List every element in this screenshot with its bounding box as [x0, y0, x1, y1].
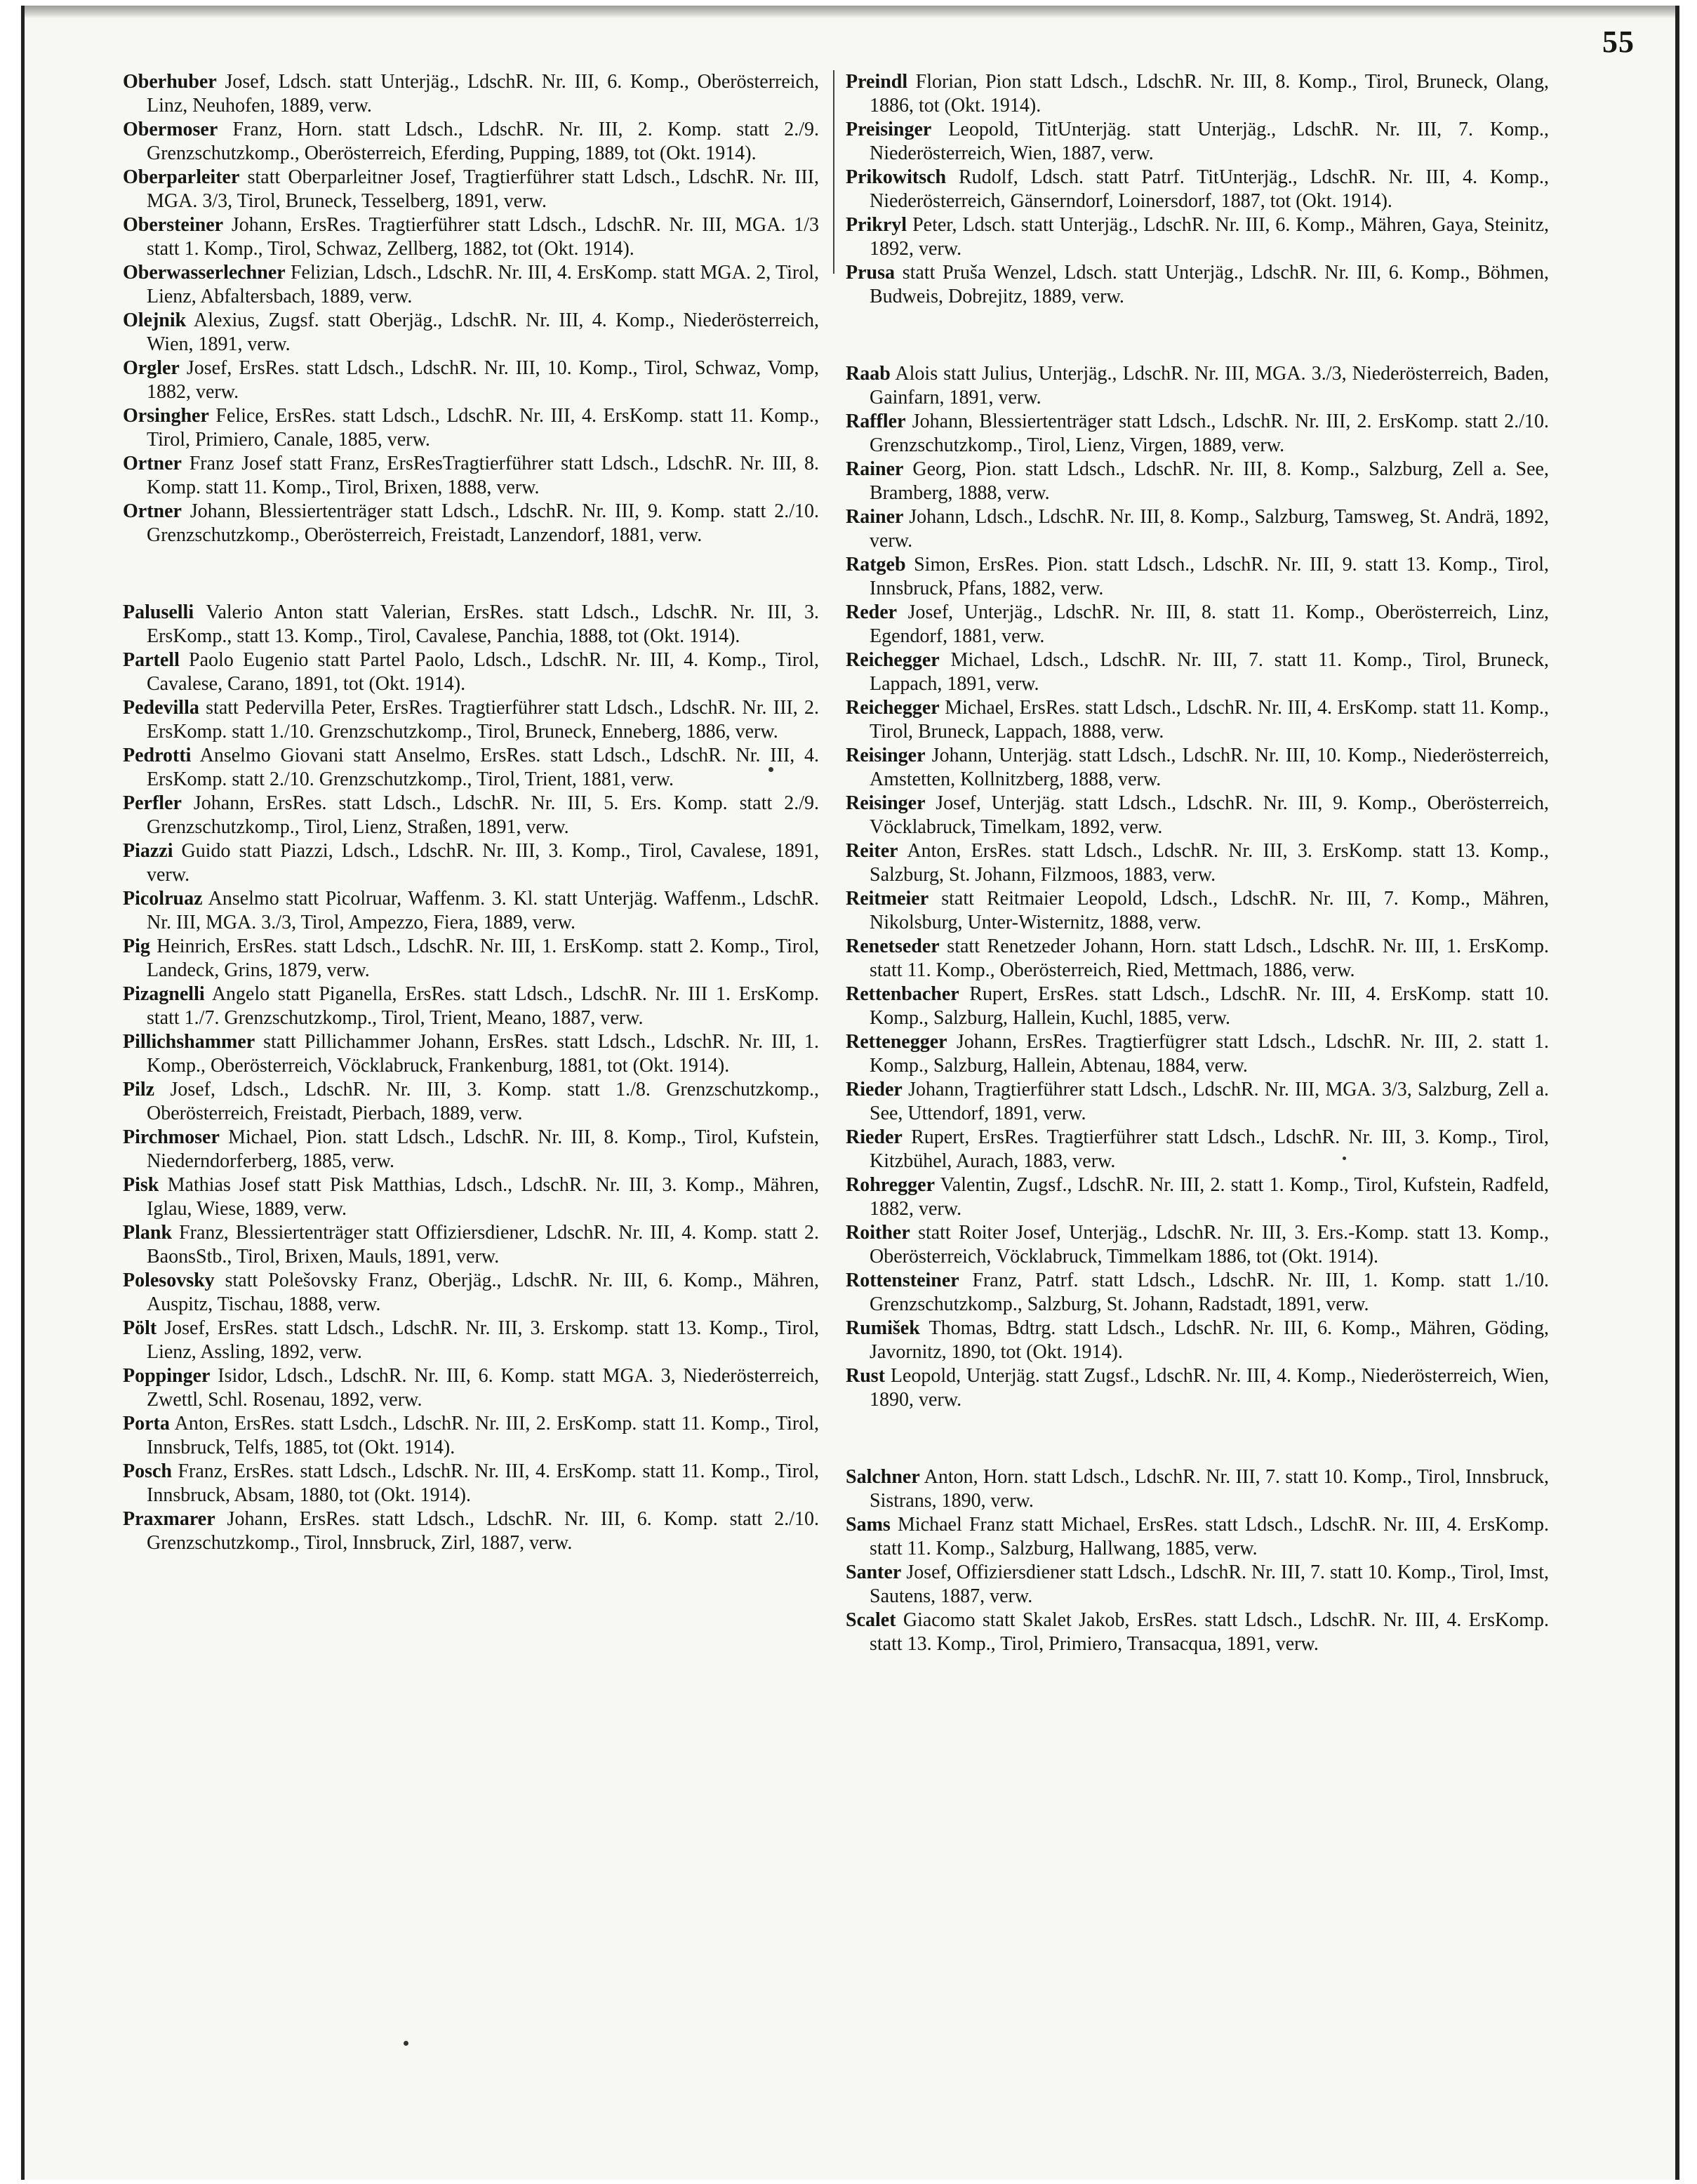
entry-details: Josef, Unterjäg. statt Ldsch., LdschR. Nr. III, 9. Komp., Oberösterreich, Vöcklabruck, Timelkam, 1892, verw. [870, 792, 1549, 838]
entry-surname: Rieder [846, 1079, 903, 1100]
register-entry [123, 887, 819, 934]
register-entry [123, 452, 819, 499]
entry-details: Johann, Ldsch., LdschR. Nr. III, 8. Komp., Salzburg, Tamsweg, St. Andrä, 1892, verw. [870, 506, 1549, 552]
entry-details: Thomas, Bdtrg. statt Ldsch., LdschR. Nr. III, 6. Komp., Mähren, Göding, Javornitz, 1890, tot (Okt. 1914). [870, 1317, 1549, 1363]
entry-surname: Poppinger [123, 1365, 211, 1387]
entry-surname: Reitmeier [846, 888, 929, 910]
entry-surname: Pilz [123, 1079, 155, 1100]
entry-surname: Rainer [846, 506, 904, 528]
entry-surname: Pirchmoser [123, 1126, 220, 1148]
entry-details: Franz, Horn. statt Ldsch., LdschR. Nr. III, 2. Komp. statt 2./9. Grenzschutzkomp., Oberösterreich, Eferding, Pupping, 1889, tot (Okt. 1914). [147, 119, 819, 164]
register-entry [123, 118, 819, 165]
register-entry [846, 410, 1549, 457]
entry-details: Georg, Pion. statt Ldsch., LdschR. Nr. III, 8. Komp., Salzburg, Zell a. See, Bramberg, 1888, verw. [870, 458, 1549, 504]
entry-surname: Pedevilla [123, 697, 199, 719]
entry-surname: Oberparleiter [123, 166, 240, 188]
register-entry [123, 1269, 819, 1316]
register-entry [123, 1078, 819, 1125]
register-entry [846, 362, 1549, 409]
register-entry [846, 839, 1549, 886]
entry-surname: Rettenbacher [846, 983, 959, 1005]
entry-details: Michael, Ldsch., LdschR. Nr. III, 7. statt 11. Komp., Tirol, Bruneck, Lappach, 1891, verw. [870, 649, 1549, 695]
entry-details: Leopold, TitUnterjäg. statt Unterjäg., LdschR. Nr. III, 7. Komp., Niederösterreich, Wien, 1887, verw. [870, 119, 1549, 164]
entry-surname: Piazzi [123, 840, 173, 862]
register-entry [123, 1364, 819, 1411]
register-entry [846, 1173, 1549, 1220]
register-entry [123, 1317, 819, 1364]
entry-details: Johann, Unterjäg. statt Ldsch., LdschR. Nr. III, 10. Komp., Niederösterreich, Amstetten, Kollnitzberg, 1888, verw. [870, 745, 1549, 790]
entry-details: Johann, ErsRes. statt Ldsch., LdschR. Nr. III, 5. Ers. Komp. statt 2./9. Grenzschutzkomp., Tirol, Lienz, Straßen, 1891, verw. [147, 792, 819, 838]
register-entry [846, 458, 1549, 505]
entry-details: Michael, Pion. statt Ldsch., LdschR. Nr. III, 8. Komp., Tirol, Kufstein, Niederndorferberg, 1885, verw. [147, 1126, 819, 1172]
entry-details: statt Reitmaier Leopold, Ldsch., LdschR. Nr. III, 7. Komp., Mähren, Nikolsburg, Unter-Wisternitz, 1888, verw. [870, 888, 1549, 933]
entry-details: Josef, Unterjäg., LdschR. Nr. III, 8. statt 11. Komp., Oberösterreich, Linz, Egendorf, 1881, verw. [870, 601, 1549, 647]
entry-surname: Paluselli [123, 601, 194, 623]
register-entry [123, 601, 819, 648]
entry-details: Anton, ErsRes. statt Ldsch., LdschR. Nr. III, 3. ErsKomp. statt 13. Komp., Salzburg, St. Johann, Filzmoos, 1883, verw. [870, 840, 1549, 886]
register-entry [846, 1561, 1549, 1608]
register-entry [846, 792, 1549, 839]
register-entry [846, 553, 1549, 600]
entry-surname: Roither [846, 1222, 910, 1244]
register-entry [123, 1173, 819, 1220]
register-entry [123, 744, 819, 791]
register-entry [846, 601, 1549, 648]
entry-surname: Rust [846, 1365, 886, 1387]
entry-details: Josef, ErsRes. statt Ldsch., LdschR. Nr. III, 10. Komp., Tirol, Schwaz, Vomp, 1882, verw. [147, 357, 819, 403]
entry-surname: Reichegger [846, 649, 940, 671]
register-entry [846, 1078, 1549, 1125]
register-entry [846, 983, 1549, 1030]
entry-details: Valerio Anton statt Valerian, ErsRes. statt Ldsch., LdschR. Nr. III, 3. ErsKomp., statt 13. Komp., Tirol, Cavalese, Panchia, 1888, tot (Okt. 1914). [147, 601, 819, 647]
register-entry [846, 648, 1549, 695]
register-entry [123, 357, 819, 404]
entry-surname: Pisk [123, 1174, 159, 1196]
entry-details: Simon, ErsRes. Pion. statt Ldsch., LdschR. Nr. III, 9. statt 13. Komp., Tirol, Innsbruck, Pfans, 1882, verw. [870, 554, 1549, 599]
entry-surname: Porta [123, 1413, 170, 1434]
page-number: 55 [1602, 25, 1635, 59]
register-entry [123, 792, 819, 839]
entry-details: Anselmo statt Picolruar, Waffenm. 3. Kl. statt Unterjäg. Waffenm., LdschR. Nr. III, MGA. 3./3, Tirol, Ampezzo, Fiera, 1889, verw. [147, 888, 819, 933]
entry-details: Alexius, Zugsf. statt Oberjäg., LdschR. Nr. III, 4. Komp., Niederösterreich, Wien, 1891, verw. [147, 309, 819, 355]
entry-details: Michael Franz statt Michael, ErsRes. statt Ldsch., LdschR. Nr. III, 4. ErsKomp. statt 11. Komp., Salzburg, Hallwang, 1885, verw. [870, 1514, 1549, 1559]
register-entry [846, 166, 1549, 213]
entry-details: Josef, Offiziersdiener statt Ldsch., LdschR. Nr. III, 7. statt 10. Komp., Tirol, Imst, Sautens, 1887, verw. [870, 1562, 1549, 1607]
entry-surname: Praxmarer [123, 1508, 215, 1530]
entry-details: Johann, Blessiertenträger statt Ldsch., LdschR. Nr. III, 2. ErsKomp. statt 2./10. Grenzschutzkomp., Tirol, Lienz, Virgen, 1889, verw. [870, 411, 1549, 456]
register-entry [846, 696, 1549, 743]
entry-details: Peter, Ldsch. statt Unterjäg., LdschR. Nr. III, 6. Komp., Mähren, Gaya, Steinitz, 1892, verw. [870, 214, 1549, 260]
entry-surname: Olejnik [123, 309, 187, 331]
entry-surname: Oberwasserlechner [123, 262, 286, 284]
entry-surname: Ortner [123, 453, 182, 474]
entry-details: Franz Josef statt Franz, ErsResTragtierführer statt Ldsch., LdschR. Nr. III, 8. Komp. statt 11. Komp., Tirol, Brixen, 1888, verw. [147, 453, 819, 498]
entry-details: Johann, ErsRes. Tragtierführer statt Ldsch., LdschR. Nr. III, MGA. 1/3 statt 1. Komp., Tirol, Schwaz, Zellberg, 1882, tot (Okt. 1914). [147, 214, 819, 260]
entry-surname: Reisinger [846, 792, 926, 814]
register-entry [123, 1030, 819, 1077]
entry-surname: Orsingher [123, 405, 209, 427]
entry-surname: Sams [846, 1514, 891, 1536]
register-entry [846, 887, 1549, 934]
register-entry [846, 1317, 1549, 1364]
register-entry [123, 696, 819, 743]
entry-details: Josef, Ldsch. statt Unterjäg., LdschR. Nr. III, 6. Komp., Oberösterreich, Linz, Neuhofen, 1889, verw. [147, 71, 819, 116]
entry-surname: Ortner [123, 500, 182, 522]
register-entry [123, 648, 819, 695]
entry-surname: Posch [123, 1460, 172, 1482]
entry-surname: Rumišek [846, 1317, 920, 1339]
entry-details: Florian, Pion statt Ldsch., LdschR. Nr. III, 8. Komp., Tirol, Bruneck, Olang, 1886, tot (Okt. 1914). [870, 71, 1549, 116]
entry-details: statt Oberparleitner Josef, Tragtierführer statt Ldsch., LdschR. Nr. III, MGA. 3/3, Tirol, Bruneck, Tesselberg, 1891, verw. [147, 166, 819, 212]
entry-surname: Santer [846, 1562, 902, 1583]
register-entry [846, 213, 1549, 260]
entry-surname: Oberhuber [123, 71, 217, 93]
entry-details: Giacomo statt Skalet Jakob, ErsRes. statt Ldsch., LdschR. Nr. III, 4. ErsKomp. statt 13. Komp., Tirol, Primiero, Transacqua, 1891, verw. [870, 1609, 1549, 1655]
entry-surname: Rohregger [846, 1174, 935, 1196]
entry-surname: Reiter [846, 840, 898, 862]
entry-surname: Raffler [846, 411, 906, 432]
entry-surname: Partell [123, 649, 180, 671]
entry-surname: Pizagnelli [123, 983, 205, 1005]
entry-details: statt Pedervilla Peter, ErsRes. Tragtierführer statt Ldsch., LdschR. Nr. III, 2. ErsKomp. statt 1./10. Grenzschutzkomp., Tirol, Bruneck, Enneberg, 1886, verw. [147, 697, 819, 743]
register-entry [846, 1269, 1549, 1316]
scan-edge-shadow [25, 6, 1675, 18]
entry-surname: Pedrotti [123, 745, 192, 766]
register-entry [846, 935, 1549, 982]
entry-surname: Scalet [846, 1609, 896, 1631]
entry-details: Johann, Tragtierführer statt Ldsch., LdschR. Nr. III, MGA. 3/3, Salzburg, Zell a. See, Uttendorf, 1891, verw. [870, 1079, 1549, 1124]
entry-surname: Polesovsky [123, 1270, 215, 1291]
entry-surname: Renetseder [846, 935, 940, 957]
entry-details: Mathias Josef statt Pisk Matthias, Ldsch., LdschR. Nr. III, 3. Komp., Mähren, Iglau, Wiese, 1889, verw. [147, 1174, 819, 1220]
entry-surname: Preindl [846, 71, 908, 93]
entry-surname: Rainer [846, 458, 904, 480]
register-entry [123, 1126, 819, 1173]
print-speck [404, 2041, 408, 2046]
entry-details: Johann, Blessiertenträger statt Ldsch., LdschR. Nr. III, 9. Komp. statt 2./10. Grenzschutzkomp., Oberösterreich, Freistadt, Lanzendorf, 1881, verw. [147, 500, 819, 546]
entry-surname: Raab [846, 363, 891, 385]
entry-surname: Reichegger [846, 697, 940, 719]
register-entry [123, 1507, 819, 1554]
register-entry [846, 505, 1549, 552]
entry-surname: Orgler [123, 357, 180, 379]
entry-surname: Rottensteiner [846, 1270, 959, 1291]
register-entry [123, 1460, 819, 1507]
entry-details: statt Renetzeder Johann, Horn. statt Ldsch., LdschR. Nr. III, 1. ErsKomp. statt 11. Komp., Oberösterreich, Ried, Mettmach, 1886, verw. [870, 935, 1549, 981]
entry-details: Josef, Ldsch., LdschR. Nr. III, 3. Komp. statt 1./8. Grenzschutzkomp., Oberösterreich, Freistadt, Pierbach, 1889, verw. [147, 1079, 819, 1124]
register-entry [846, 1126, 1549, 1173]
entry-details: Rupert, ErsRes. Tragtierführer statt Ldsch., LdschR. Nr. III, 3. Komp., Tirol, Kitzbühel, Aurach, 1883, verw. [870, 1126, 1549, 1172]
register-entry [123, 70, 819, 117]
register-entry [846, 1221, 1549, 1268]
entry-surname: Pölt [123, 1317, 157, 1339]
entry-details: Isidor, Ldsch., LdschR. Nr. III, 6. Komp. statt MGA. 3, Niederösterreich, Zwettl, Schl. Rosenau, 1892, verw. [147, 1365, 819, 1411]
register-entry [123, 166, 819, 213]
register-entry [846, 70, 1549, 117]
entry-surname: Rettenegger [846, 1031, 947, 1053]
entry-details: Alois statt Julius, Unterjäg., LdschR. Nr. III, MGA. 3./3, Niederösterreich, Baden, Gainfarn, 1891, verw. [870, 363, 1549, 408]
register-entry [123, 983, 819, 1030]
entry-details: Leopold, Unterjäg. statt Zugsf., LdschR. Nr. III, 4. Komp., Niederösterreich, Wien, 1890, verw. [870, 1365, 1549, 1411]
entry-details: Guido statt Piazzi, Ldsch., LdschR. Nr. III, 3. Komp., Tirol, Cavalese, 1891, verw. [147, 840, 819, 886]
register-entry [123, 839, 819, 886]
entry-surname: Picolruaz [123, 888, 203, 910]
register-entry [846, 261, 1549, 308]
entry-details: Josef, ErsRes. statt Ldsch., LdschR. Nr. III, 3. Erskomp. statt 13. Komp., Tirol, Lienz, Assling, 1892, verw. [147, 1317, 819, 1363]
column-divider [833, 70, 834, 274]
register-entry [123, 404, 819, 451]
register-entry [123, 1221, 819, 1268]
entry-details: statt Polešovsky Franz, Oberjäg., LdschR. Nr. III, 6. Komp., Mähren, Auspitz, Tischau, 1888, verw. [147, 1270, 819, 1315]
register-entry [846, 1609, 1549, 1656]
entry-surname: Pig [123, 935, 150, 957]
entry-surname: Prikowitsch [846, 166, 947, 188]
register-entry [123, 309, 819, 356]
entry-details: Felice, ErsRes. statt Ldsch., LdschR. Nr. III, 4. ErsKomp. statt 11. Komp., Tirol, Primiero, Canale, 1885, verw. [147, 405, 819, 451]
register-entry [123, 500, 819, 547]
entry-surname: Ratgeb [846, 554, 906, 575]
entry-details: Felizian, Ldsch., LdschR. Nr. III, 4. ErsKomp. statt MGA. 2, Tirol, Lienz, Abfaltersbach, 1889, verw. [147, 262, 819, 307]
entry-surname: Obermoser [123, 119, 218, 140]
entry-details: Angelo statt Piganella, ErsRes. statt Ldsch., LdschR. Nr. III 1. ErsKomp. statt 1./7. Grenzschutzkomp., Tirol, Trient, Meano, 1887, verw. [147, 983, 819, 1029]
entry-details: Anselmo Giovani statt Anselmo, ErsRes. statt Ldsch., LdschR. Nr. III, 4. ErsKomp. statt 2./10. Grenzschutzkomp., Tirol, Trient, 1881, verw. [147, 745, 819, 790]
register-entry [846, 1364, 1549, 1411]
register-entry [846, 1513, 1549, 1560]
entry-details: Valentin, Zugsf., LdschR. Nr. III, 2. statt 1. Komp., Tirol, Kufstein, Radfeld, 1882, verw. [870, 1174, 1549, 1220]
entry-surname: Reder [846, 601, 898, 623]
register-entry [846, 118, 1549, 165]
entry-details: Paolo Eugenio statt Partel Paolo, Ldsch., LdschR. Nr. III, 4. Komp., Tirol, Cavalese, Carano, 1891, tot (Okt. 1914). [147, 649, 819, 695]
register-entry [846, 1030, 1549, 1077]
entry-details: Anton, Horn. statt Ldsch., LdschR. Nr. III, 7. statt 10. Komp., Tirol, Innsbruck, Sistrans, 1890, verw. [870, 1466, 1549, 1512]
entry-surname: Preisinger [846, 119, 932, 140]
entry-surname: Prikryl [846, 214, 907, 236]
document-page [21, 6, 1679, 2180]
left-column [123, 70, 819, 1555]
register-entry [846, 744, 1549, 791]
entry-details: statt Roiter Josef, Unterjäg., LdschR. Nr. III, 3. Ers.-Komp. statt 13. Komp., Oberösterreich, Vöcklabruck, Timmelkam 1886, tot (Okt. 1914). [870, 1222, 1549, 1267]
entry-details: Anton, ErsRes. statt Lsdch., LdschR. Nr. III, 2. ErsKomp. statt 11. Komp., Tirol, Innsbruck, Telfs, 1885, tot (Okt. 1914). [147, 1413, 819, 1458]
entry-surname: Plank [123, 1222, 173, 1244]
entry-details: Franz, ErsRes. statt Ldsch., LdschR. Nr. III, 4. ErsKomp. statt 11. Komp., Tirol, Innsbruck, Absam, 1880, tot (Okt. 1914). [147, 1460, 819, 1506]
entry-details: Johann, ErsRes. Tragtierfügrer statt Ldsch., LdschR. Nr. III, 2. statt 1. Komp., Salzburg, Hallein, Abtenau, 1884, verw. [870, 1031, 1549, 1077]
entry-surname: Prusa [846, 262, 895, 284]
register-entry [123, 261, 819, 308]
print-speck [768, 767, 773, 772]
entry-details: Rudolf, Ldsch. statt Patrf. TitUnterjäg., LdschR. Nr. III, 4. Komp., Niederösterreich, Gänserndorf, Loinersdorf, 1887, tot (Okt. 1914). [870, 166, 1549, 212]
entry-surname: Salchner [846, 1466, 920, 1488]
print-speck [1343, 1157, 1346, 1160]
entry-surname: Reisinger [846, 745, 926, 766]
entry-details: Rupert, ErsRes. statt Ldsch., LdschR. Nr. III, 4. ErsKomp. statt 10. Komp., Salzburg, Hallein, Kuchl, 1885, verw. [870, 983, 1549, 1029]
entry-details: statt Pruša Wenzel, Ldsch. statt Unterjäg., LdschR. Nr. III, 6. Komp., Böhmen, Budweis, Dobrejitz, 1889, verw. [870, 262, 1549, 307]
entry-details: Franz, Patrf. statt Ldsch., LdschR. Nr. III, 1. Komp. statt 1./10. Grenzschutzkomp., Salzburg, St. Johann, Radstadt, 1891, verw. [870, 1270, 1549, 1315]
entry-details: statt Pillichammer Johann, ErsRes. statt Ldsch., LdschR. Nr. III, 1. Komp., Oberösterreich, Vöcklabruck, Frankenburg, 1881, tot (Okt. 1914). [147, 1031, 819, 1077]
entry-surname: Rieder [846, 1126, 903, 1148]
entry-surname: Pillichshammer [123, 1031, 255, 1053]
register-entry [123, 213, 819, 260]
entry-details: Franz, Blessiertenträger statt Offiziersdiener, LdschR. Nr. III, 4. Komp. statt 2. BaonsStb., Tirol, Brixen, Mauls, 1891, verw. [147, 1222, 819, 1267]
right-column [846, 70, 1549, 1656]
register-entry [123, 935, 819, 982]
entry-details: Michael, ErsRes. statt Ldsch., LdschR. Nr. III, 4. ErsKomp. statt 11. Komp., Tirol, Bruneck, Lappach, 1888, verw. [870, 697, 1549, 743]
entry-details: Heinrich, ErsRes. statt Ldsch., LdschR. Nr. III, 1. ErsKomp. statt 2. Komp., Tirol, Landeck, Grins, 1879, verw. [147, 935, 819, 981]
entry-surname: Obersteiner [123, 214, 224, 236]
entry-details: Johann, ErsRes. statt Ldsch., LdschR. Nr. III, 6. Komp. statt 2./10. Grenzschutzkomp., Tirol, Innsbruck, Zirl, 1887, verw. [147, 1508, 819, 1554]
register-entry [123, 1412, 819, 1459]
register-entry [846, 1465, 1549, 1512]
entry-surname: Perfler [123, 792, 182, 814]
